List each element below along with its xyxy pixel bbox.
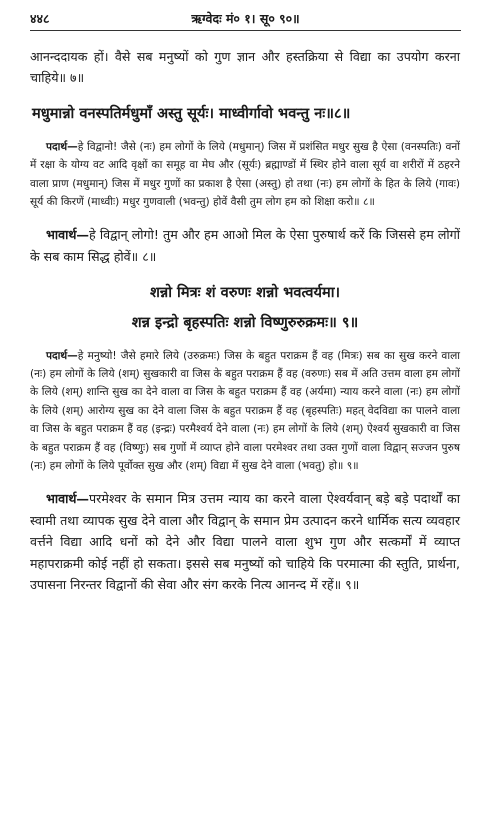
bhavartha-8-label: भावार्थ— (46, 227, 90, 243)
page-content (30, 33, 460, 609)
bhavartha-9-text: परमेश्वर के समान मित्र उत्तम न्याय का करने वाला ऐश्वर्यवान् बड़े बड़े पदार्थों का स्वामी तथा व्यापक सुख देने वाला और विद्वान् के समान प्रेम उत्पादन करने धार्मिक सत्य व्यवहार वर्त्तने विद्या आदि धनों को देने और विद्या पालने वाला शुभ गुण और सत्कर्मों में व्याप्त महापराक्रमी कोई नहीं हो सकता। इससे सब मनुष्यों को चाहिये कि परमात्मा की स्तुति, प्रार्थना, उपासना निरन्तर विद्वानों की सेवा और संग करके नित्य आनन्द में रहें॥ ९॥ (30, 491, 460, 593)
bhavartha-9-label: भावार्थ— (46, 491, 90, 506)
header-rule (30, 30, 461, 31)
bhavartha-8-text: हे विद्वान् लोगो! तुम और हम आओ मिल के ऐसा पुरुषार्थ करें कि जिससे हम लोगों के सब काम सिद्ध होवें॥ ८॥ (30, 227, 460, 264)
padartha-9-text: हे मनुष्यो! जैसे हमारे लिये (उरुक्रमः) जिस के बहुत पराक्रम हैं वह (मित्रः) सब का सुख करने वाला (नः) हम लोगों के लिये (शम्) सुखकारी वा जिस के बहुत पराक्रम हैं वह (वरुणः) सब में अति उत्तम वाला हम लोगों के लिये (शम्) शान्ति सुख का देने वाला वा जिस के बहुत पराक्रम हैं वह (अर्यमा) न्याय करने वाला (नः) हम लोगों के लिये (शम्) आरोग्य सुख का देने वाला जिस के बहुत पराक्रम हैं वह (बृहस्पतिः) महत् वेदविद्या का पालने वाला वा जिस के बहुत पराक्रम हैं वह (इन्द्रः) परमैश्वर्य देने वाला (नः) हम लोगों के लिये (शम्) ऐश्वर्य सुखकारी वा जिस के बहुत पराक्रम हैं वह (विष्णुः) सब गुणों में व्याप्त होने वाला परमेश्वर तथा उक्त गुणों वाला विद्वान् सज्जन पुरुष (नः) हम लोगों के लिये पूर्वोक्त सुख और (शम्) विद्या में सुख देने वाला (भवतु) हो॥ ९॥ (30, 349, 460, 472)
mantra-9-line-2: शन्न इन्द्रो बृहस्पतिः शन्नो विष्णुरुरुक्रमः॥ ९॥ (131, 313, 359, 331)
padartha-8-label: पदार्थ— (46, 140, 78, 153)
running-title: ऋग्वेदः मं० १। सू० ९०॥ (191, 10, 300, 26)
bhavartha-8 (30, 224, 460, 267)
page-number: ४४८ (30, 10, 50, 26)
padartha-9-label: पदार्थ— (46, 349, 78, 362)
mantra-8: मधुमान्नो वनस्पतिर्मधुमाँ अस्तु सूर्यः। माध्वीर्गावो भवन्तु नः॥८॥ (32, 105, 351, 123)
bhavartha-9 (30, 488, 460, 596)
mantra-9-line-1: शन्नो मित्रः शं वरुणः शन्नो भवत्वर्यमा। (149, 283, 341, 301)
intro-paragraph: आनन्ददायक हों। वैसे सब मनुष्यों को गुण ज्ञान और हस्तक्रिया से विद्या का उपयोग करना चाहिये॥ ७॥ (30, 48, 460, 86)
padartha-8-text: हे विद्वानो! जैसे (नः) हम लोगों के लिये (मधुमान्) जिस में प्रशंसित मधुर सुख है ऐसा (वनस्पतिः) वनों में रक्षा के योग्य वट आदि वृक्षों का समूह वा मेघ और (सूर्यः) ब्रह्माण्डों में स्थिर होने वाला सूर्य वा शरीरों में ठहरने वाला प्राण (मधुमान्) जिस में मधुर गुणों का प्रकाश है ऐसा (अस्तु) हो तथा (नः) हम लोगों के हित के लिये (गावः) सूर्य की किरणें (माध्वीः) मधुर गुणवाली (भवन्तु) होवें वैसी तुम लोग हम को शिक्षा करो॥ ८॥ (30, 140, 460, 209)
padartha-9 (30, 347, 460, 476)
page-header (30, 8, 461, 28)
padartha-8 (30, 138, 460, 212)
